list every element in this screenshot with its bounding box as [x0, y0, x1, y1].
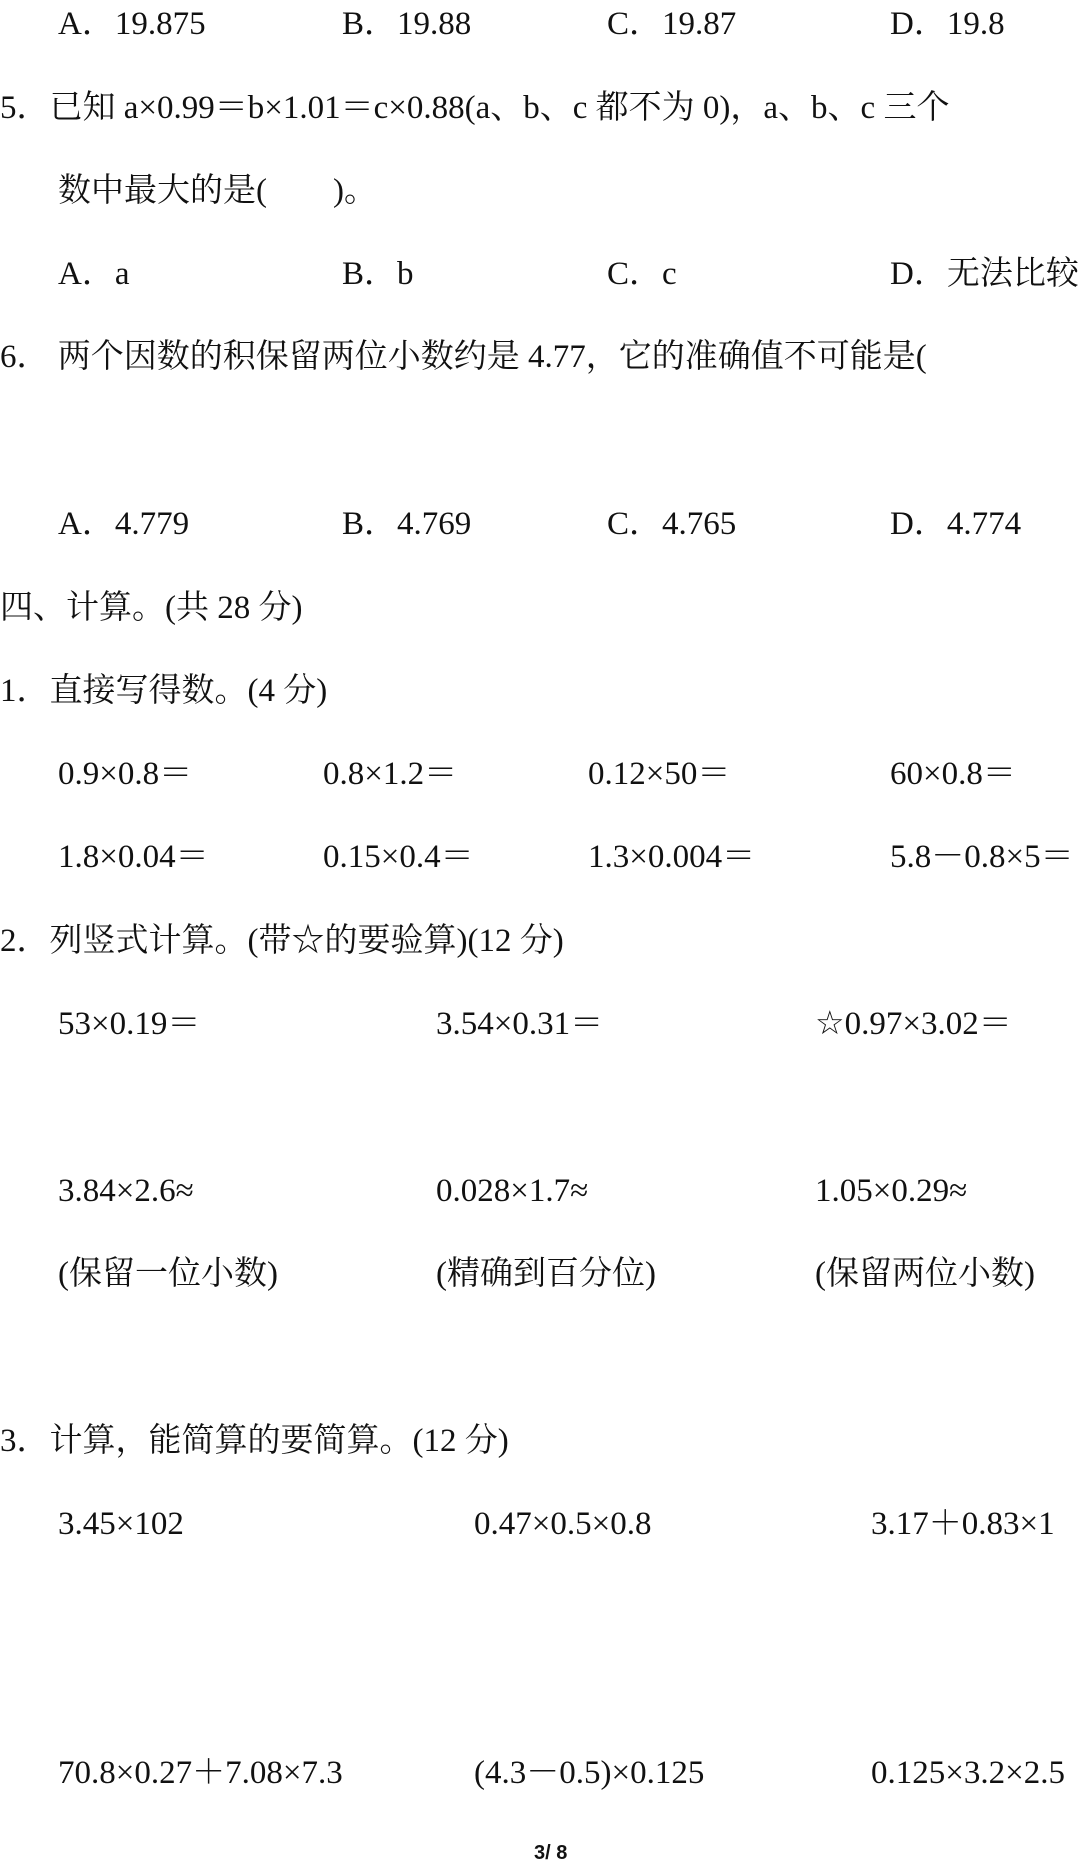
- part3-title: 3．计算，能简算的要简算。(12 分): [0, 1423, 509, 1459]
- part2-problem: ☆0.97×3.02＝: [815, 1006, 1012, 1042]
- part3-problem: 70.8×0.27＋7.08×7.3: [58, 1755, 343, 1791]
- part2-rounding-note: (保留两位小数): [815, 1256, 1035, 1292]
- part1-problem: 1.8×0.04＝: [58, 839, 209, 875]
- q5-option-b: B．b: [342, 256, 414, 292]
- q4-option-b: B．19.88: [342, 6, 472, 42]
- part1-problem: 5.8－0.8×5＝: [890, 839, 1074, 875]
- part3-problem: 3.17＋0.83×1: [871, 1506, 1055, 1542]
- part1-problem: 0.12×50＝: [588, 756, 731, 792]
- q4-option-c: C．19.87: [607, 6, 737, 42]
- q6-option-c: C．4.765: [607, 506, 737, 542]
- part3-problem: 0.47×0.5×0.8: [474, 1506, 652, 1542]
- q5-option-d: D．无法比较: [890, 256, 1079, 292]
- part3-problem: 0.125×3.2×2.5: [871, 1755, 1065, 1791]
- q5-option-c: C．c: [607, 256, 677, 292]
- q6-option-a: A．4.779: [58, 506, 190, 542]
- part2-problem: 53×0.19＝: [58, 1006, 201, 1042]
- part1-title: 1．直接写得数。(4 分): [0, 673, 328, 709]
- part1-problem: 0.9×0.8＝: [58, 756, 193, 792]
- q5-option-a: A．a: [58, 256, 130, 292]
- q4-option-a: A．19.875: [58, 6, 206, 42]
- part1-problem: 0.15×0.4＝: [323, 839, 474, 875]
- part2-problem: 1.05×0.29≈: [815, 1173, 968, 1209]
- part2-rounding-note: (精确到百分位): [436, 1256, 656, 1292]
- q6-option-d: D．4.774: [890, 506, 1022, 542]
- part3-problem: (4.3－0.5)×0.125: [474, 1755, 705, 1791]
- part1-problem: 60×0.8＝: [890, 756, 1016, 792]
- part1-problem: 1.3×0.004＝: [588, 839, 756, 875]
- section-heading: 四、计算。(共 28 分): [0, 590, 303, 626]
- part2-problem: 0.028×1.7≈: [436, 1173, 589, 1209]
- q5-question-line2: 数中最大的是( )。: [58, 173, 377, 209]
- part1-problem: 0.8×1.2＝: [323, 756, 458, 792]
- q5-question-line1: 5．已知 a×0.99＝b×1.01＝c×0.88(a、b、c 都不为 0)，a、b、c 三个: [0, 90, 950, 126]
- part2-rounding-note: (保留一位小数): [58, 1256, 278, 1292]
- page-number: 3/ 8: [534, 1842, 568, 1864]
- part2-problem: 3.54×0.31＝: [436, 1006, 604, 1042]
- part2-problem: 3.84×2.6≈: [58, 1173, 194, 1209]
- part3-problem: 3.45×102: [58, 1506, 184, 1542]
- part2-title: 2．列竖式计算。(带☆的要验算)(12 分): [0, 923, 564, 959]
- q6-option-b: B．4.769: [342, 506, 472, 542]
- q6-question-line1: 6． 两个因数的积保留两位小数约是 4.77，它的准确值不可能是(: [0, 339, 927, 375]
- q4-option-d: D．19.8: [890, 6, 1005, 42]
